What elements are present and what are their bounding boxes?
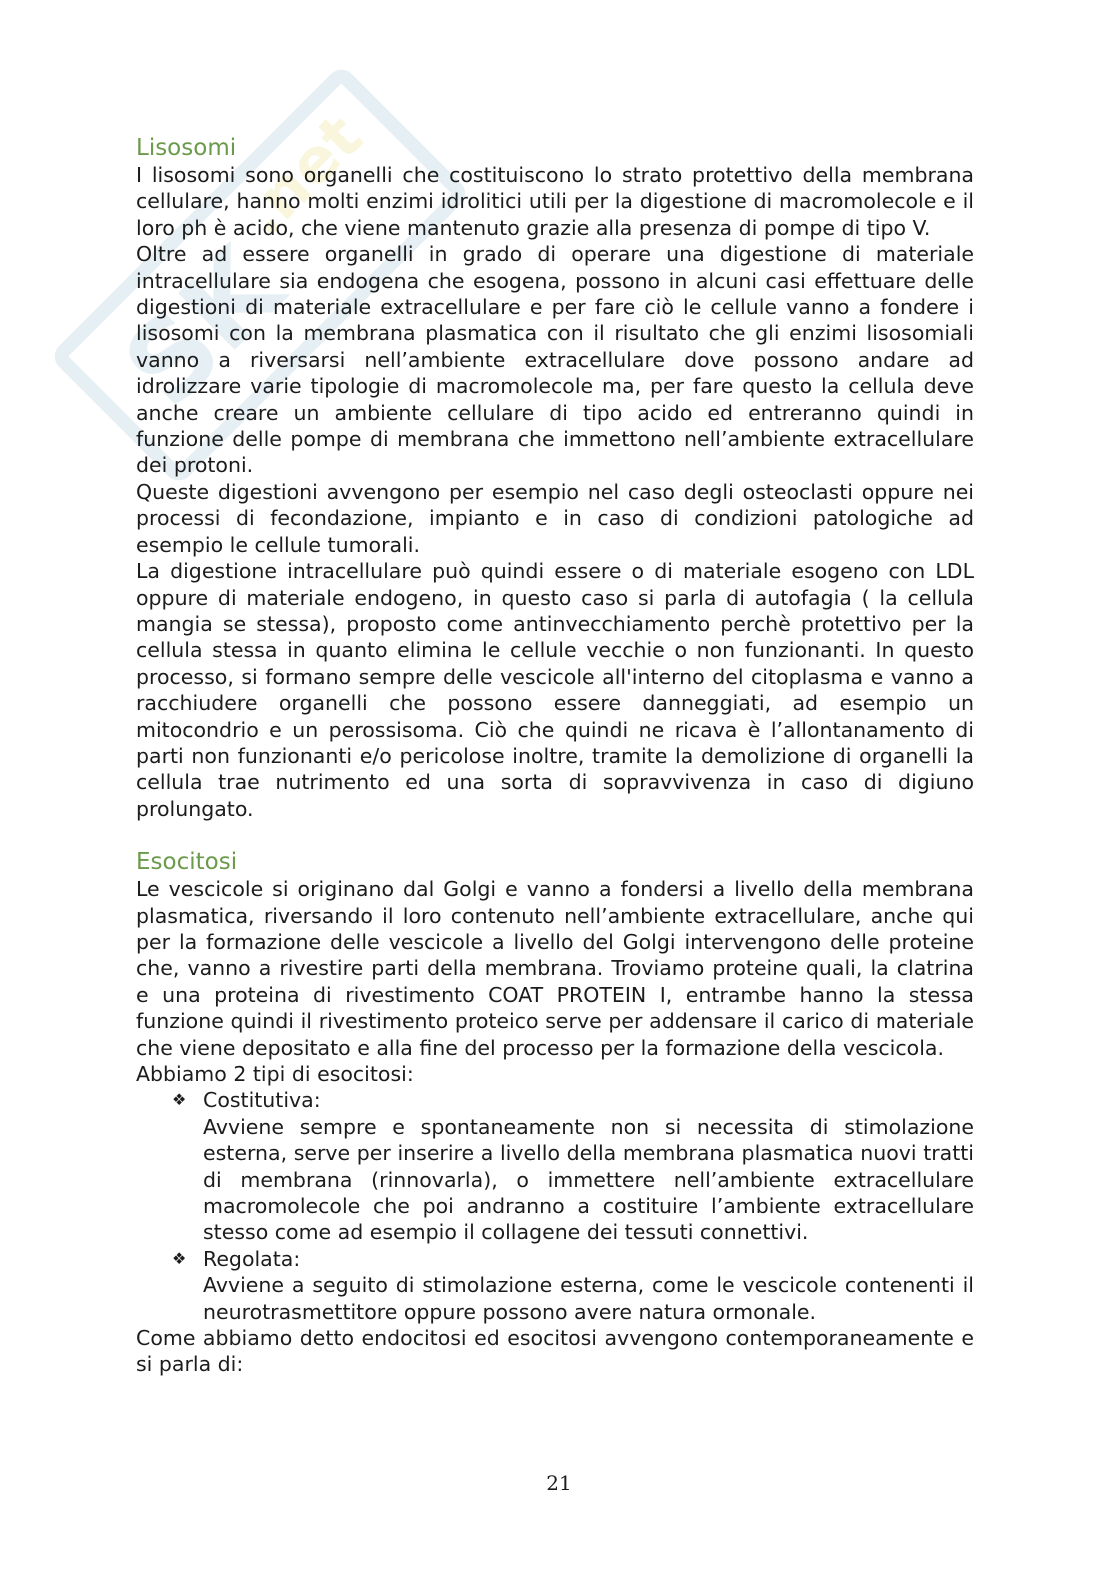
bullet-title: Regolata: — [203, 1246, 301, 1271]
paragraph: Oltre ad essere organelli in grado di operare una digestione di materiale intracellulare sia endogena che esogena, possono in alcuni casi effettuare delle digestioni di materiale extracellulare e per fare ciò le cellule vanno a fondere i lisosomi con la membrana plasmatica con il risultato che gli enzimi lisosomiali vanno a riversarsi nell’ambiente extracellulare dove possono andare ad idrolizzare varie tipologie di macromolecole ma, per fare questo la cellula deve anche creare un ambiente cellulare di tipo acido ed entreranno quindi in funzione delle pompe di membrana che immettono nell’ambiente extracellulare dei protoni. — [136, 242, 974, 478]
diamond-bullet-icon: ❖ — [172, 1248, 187, 1268]
bullet-title: Costitutiva: — [203, 1088, 321, 1113]
paragraph: Abbiamo 2 tipi di esocitosi: — [136, 1062, 414, 1086]
bullet-text: Avviene sempre e spontaneamente non si necessita di stimolazione esterna, serve per inserire a livello della membrana plasmatica nuovi tratti di membrana (rinnovarla), o immettere nell’ambiente extracellulare macromolecole che poi andranno a costituire l’ambiente extracellulare stesso come ad esempio il collagene dei tessuti connettivi. — [203, 1114, 974, 1245]
paragraph: Queste digestioni avvengono per esempio nel caso degli osteoclasti oppure nei processi di fecondazione, impianto e in caso di condizioni patologiche ad esempio le cellule tumorali. — [136, 479, 974, 557]
bullet-list — [136, 1087, 974, 1325]
bullet-text: Avviene a seguito di stimolazione esterna, come le vescicole contenenti il neurotrasmettitore oppure possono avere natura ormonale. — [203, 1273, 974, 1324]
list-item — [136, 1246, 974, 1325]
diamond-bullet-icon: ❖ — [172, 1090, 187, 1110]
svg-text:SK: SK — [99, 224, 307, 432]
page-content — [136, 128, 974, 1378]
paragraph: Le vescicole si originano dal Golgi e vanno a fondersi a livello della membrana plasmatica, riversando il loro contenuto nell’ambiente extracellulare, anche qui per la formazione delle vescicole a livello del Golgi intervengono delle proteine che, vanno a rivestire parti della membrana. Troviamo proteine quali, la clatrina e una proteina di rivestimento COAT PROTEIN I, entrambe hanno la stessa funzione quindi il rivestimento proteico serve per addensare il carico di materiale che viene depositato e alla fine del processo per la formazione della vescicola. — [136, 877, 974, 1060]
page-number: 21 — [546, 1471, 572, 1495]
paragraph: La digestione intracellulare può quindi essere o di materiale esogeno con LDL oppure di materiale endogeno, in questo caso si parla di autofagia ( la cellula mangia se stessa), proposto come antinvecchiamento perchè protettivo per la cellula stessa in quanto elimina le cellule vecchie o non funzionanti. In questo processo, si formano sempre delle vescicole all'interno del citoplasma e vanno a racchiudere organelli che possono essere danneggiati, ad esempio un mitocondrio e un perossisoma. Ciò che quindi ne ricava è l’allontanamento di parti non funzionanti e/o pericolose inoltre, tramite la demolizione di organelli la cellula trae nutrimento ed una sorta di sopravvivenza in caso di digiuno prolungato. — [136, 559, 974, 821]
section-heading-esocitosi: Esocitosi — [136, 849, 238, 876]
closing-paragraph: Come abbiamo detto endocitosi ed esocitosi avvengono contemporaneamente e si parla di: — [136, 1326, 974, 1377]
list-item — [136, 1087, 974, 1245]
svg-text:.net: .net — [226, 100, 377, 251]
section-heading-lisosomi: Lisosomi — [136, 135, 237, 161]
paragraph: I lisosomi sono organelli che costituiscono lo strato protettivo della membrana cellulare, hanno molti enzimi idrolitici utili per la digestione di macromolecole e il loro ph è acido, che viene mantenuto grazie alla presenza di pompe di tipo V. — [136, 163, 974, 240]
